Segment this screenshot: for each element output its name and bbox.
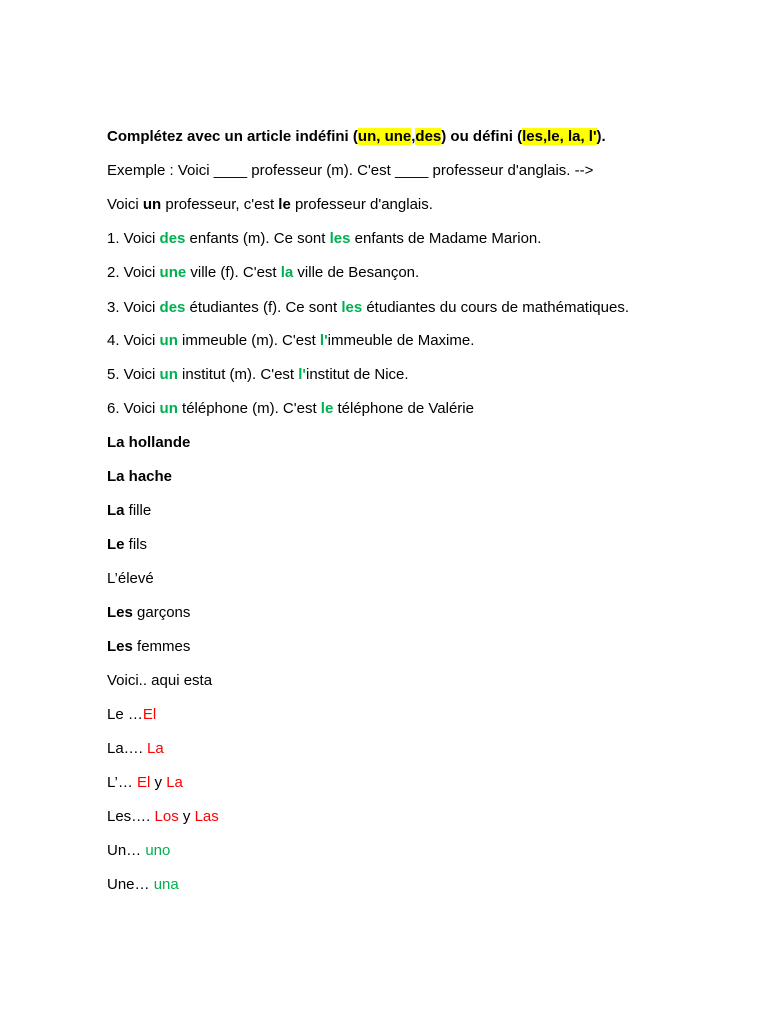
- spanish-article: una: [153, 876, 179, 893]
- spanish-article: El: [142, 706, 157, 723]
- exercise-text: institut (m). C'est: [177, 366, 299, 383]
- noun-word: fils: [124, 536, 148, 553]
- noun-line-5: L’élevé: [107, 570, 154, 587]
- exercise-text: enfants (m). Ce sont: [185, 230, 330, 247]
- exercise-6: [107, 398, 662, 420]
- instruction-comma: ,: [411, 128, 416, 145]
- noun-word: femmes: [132, 638, 191, 655]
- instruction-lead: Complétez avec un article indéfini (: [107, 128, 358, 145]
- spanish-un: [107, 840, 662, 862]
- spanish-une: [107, 874, 662, 896]
- exercise-text: étudiantes du cours de mathématiques.: [362, 299, 630, 316]
- exercise-3: [107, 296, 662, 320]
- exercise-text: enfants de Madame Marion.: [350, 230, 542, 247]
- exercise-answer: une: [159, 264, 187, 281]
- exercise-text: immeuble (m). C'est: [177, 332, 320, 349]
- exercise-text: 4. Voici: [107, 332, 160, 349]
- exercise-text: 1. Voici: [107, 230, 160, 247]
- exercise-answer: les: [341, 299, 363, 316]
- noun-line-1: La hollande: [107, 434, 191, 451]
- example-text: professeur, c'est: [161, 196, 279, 213]
- exercise-answer: un: [159, 332, 178, 349]
- conjunction: y: [150, 774, 167, 791]
- spanish-la: [107, 738, 662, 760]
- exercise-answer: un: [159, 400, 178, 417]
- example-text: Voici: [107, 196, 143, 213]
- spanish-intro: Voici.. aqui esta: [107, 672, 213, 689]
- exercise-answer: des: [159, 299, 186, 316]
- french-article: La….: [107, 740, 148, 757]
- exercise-1: [107, 228, 662, 250]
- noun-line-2: La hache: [107, 468, 173, 485]
- highlight-indefinite-1: un, une: [357, 128, 412, 145]
- spanish-article: La: [147, 740, 164, 757]
- highlight-definite-2: ,le, la, l': [542, 128, 597, 145]
- exercise-text: 6. Voici: [107, 400, 160, 417]
- spanish-les: [107, 806, 662, 828]
- exercise-text: immeuble de Maxime.: [327, 332, 475, 349]
- noun-word: fille: [124, 502, 152, 519]
- exercise-text: téléphone de Valérie: [333, 400, 474, 417]
- exercise-answer: la: [280, 264, 294, 281]
- spanish-le: [107, 704, 662, 726]
- noun-article: Le: [107, 536, 125, 553]
- exercise-answer: les: [329, 230, 351, 247]
- spanish-article: La: [166, 774, 183, 791]
- exercise-text: 2. Voici: [107, 264, 160, 281]
- french-article: Une…: [107, 876, 154, 893]
- instruction-end: ).: [596, 128, 606, 145]
- exercise-text: étudiantes (f). Ce sont: [185, 299, 342, 316]
- exercise-text: ville de Besançon.: [293, 264, 420, 281]
- exercise-text: ville (f). C'est: [186, 264, 281, 281]
- instruction-line: [107, 126, 662, 148]
- example-line-1: Exemple : Voici ____ professeur (m). C'est ____ professeur d'anglais. -->: [107, 162, 594, 179]
- highlight-indefinite-2: des: [415, 128, 442, 145]
- french-article: Le …: [107, 706, 143, 723]
- french-article: Les….: [107, 808, 155, 825]
- noun-article: Les: [107, 638, 133, 655]
- exercise-2: [107, 262, 662, 284]
- noun-line-3: [107, 500, 662, 522]
- exercise-answer: un: [159, 366, 178, 383]
- spanish-article: El: [137, 774, 151, 791]
- noun-article: Les: [107, 604, 133, 621]
- spanish-article: Los: [154, 808, 179, 825]
- noun-line-4: [107, 534, 662, 556]
- noun-word: garçons: [132, 604, 191, 621]
- noun-line-7: [107, 636, 662, 658]
- example-article: un: [142, 196, 162, 213]
- exercise-text: institut de Nice.: [305, 366, 409, 383]
- exercise-answer: le: [320, 400, 334, 417]
- exercise-answer: l': [319, 332, 328, 349]
- noun-line-6: [107, 602, 662, 624]
- spanish-l: [107, 772, 662, 794]
- spanish-article: Las: [194, 808, 219, 825]
- exercise-answer: l': [298, 366, 306, 383]
- french-article: L’…: [107, 774, 138, 791]
- exercise-text: 3. Voici: [107, 299, 160, 316]
- exercise-4: [107, 330, 662, 352]
- document-page: [107, 126, 662, 908]
- exercise-answer: des: [159, 230, 186, 247]
- conjunction: y: [178, 808, 195, 825]
- french-article: Un…: [107, 842, 146, 859]
- highlight-definite-1: les: [522, 128, 543, 145]
- example-article: le: [278, 196, 291, 213]
- example-line-2: [107, 194, 662, 216]
- exercise-text: 5. Voici: [107, 366, 160, 383]
- example-text: professeur d'anglais.: [290, 196, 433, 213]
- noun-article: La: [107, 502, 125, 519]
- instruction-mid: ) ou défini (: [441, 128, 523, 145]
- exercise-5: [107, 364, 662, 386]
- exercise-text: téléphone (m). C'est: [177, 400, 321, 417]
- spanish-article: uno: [145, 842, 171, 859]
